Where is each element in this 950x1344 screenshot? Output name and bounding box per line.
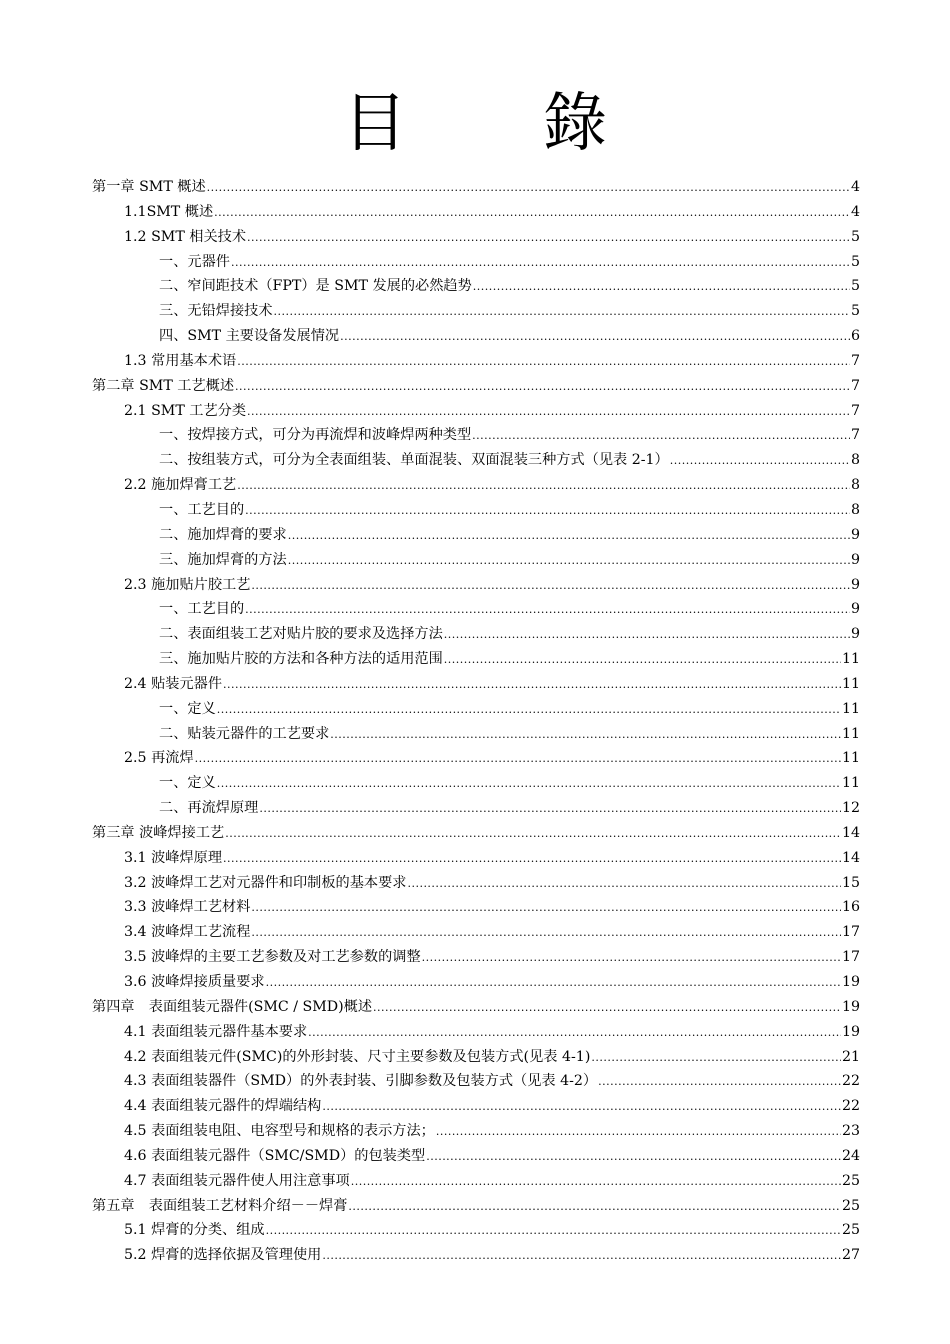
toc-dot-leader <box>322 1243 841 1269</box>
toc-entry-title: 二、再流焊原理 <box>159 800 259 817</box>
toc-entry-title: 4.3 表面组装器件（SMD）的外表封装、引脚参数及包装方式（见表 4-2） <box>124 1073 598 1090</box>
toc-dot-leader <box>259 796 841 822</box>
toc-entry-page-number: 5 <box>850 278 860 295</box>
toc-dot-leader <box>237 349 850 375</box>
toc-entry-page-number: 7 <box>850 352 860 369</box>
toc-entry-title: 二、按组装方式，可分为全表面组装、单面混装、双面混装三种方式（见表 2-1） <box>159 452 669 469</box>
toc-dot-leader <box>214 200 850 226</box>
toc-entry[interactable] <box>92 697 860 722</box>
toc-entry-title: 1.3 常用基本术语 <box>124 352 237 369</box>
toc-entry-title: 2.4 贴装元器件 <box>124 675 223 692</box>
toc-entry[interactable] <box>92 523 860 548</box>
toc-entry-title: 第三章 波峰焊接工艺 <box>92 824 225 841</box>
toc-dot-leader <box>195 746 841 772</box>
toc-dot-leader <box>274 299 850 325</box>
toc-dot-leader <box>247 399 850 425</box>
toc-entry-title: 2.3 施加贴片胶工艺 <box>124 576 251 593</box>
toc-entry-title: 4.2 表面组装元件(SMC)的外形封装、尺寸主要参数及包装方式(见表 4-1) <box>124 1048 591 1065</box>
toc-dot-leader <box>308 1020 841 1046</box>
toc-entry-title: 5.2 焊膏的选择依据及管理使用 <box>124 1247 322 1264</box>
toc-dot-leader <box>225 821 841 847</box>
toc-dot-leader <box>217 697 841 723</box>
toc-entry[interactable] <box>92 746 860 771</box>
toc-entry-page-number: 25 <box>841 1197 860 1214</box>
toc-entry[interactable] <box>92 1169 860 1194</box>
toc-entry-page-number: 25 <box>841 1172 860 1189</box>
toc-entry[interactable] <box>92 1094 860 1119</box>
toc-entry[interactable] <box>92 548 860 573</box>
toc-entry[interactable] <box>92 498 860 523</box>
toc-dot-leader <box>473 274 850 300</box>
toc-entry[interactable] <box>92 1045 860 1070</box>
toc-entry[interactable] <box>92 200 860 225</box>
toc-entry-title: 3.5 波峰焊的主要工艺参数及对工艺参数的调整 <box>124 949 421 966</box>
toc-entry[interactable] <box>92 175 860 200</box>
toc-entry[interactable] <box>92 250 860 275</box>
toc-entry-page-number: 17 <box>841 924 860 941</box>
toc-entry-title: 4.1 表面组装元器件基本要求 <box>124 1023 308 1040</box>
toc-entry-page-number: 24 <box>841 1147 860 1164</box>
toc-entry-page-number: 11 <box>841 651 860 668</box>
toc-entry[interactable] <box>92 597 860 622</box>
table-of-contents <box>92 175 860 1268</box>
toc-entry-page-number: 9 <box>850 551 860 568</box>
toc-dot-leader <box>407 871 840 897</box>
toc-entry[interactable] <box>92 970 860 995</box>
toc-dot-leader <box>251 895 841 921</box>
toc-dot-leader <box>591 1045 841 1071</box>
toc-entry-page-number: 9 <box>850 626 860 643</box>
toc-dot-leader <box>223 846 841 872</box>
toc-entry-page-number: 22 <box>841 1073 860 1090</box>
toc-dot-leader <box>444 622 850 648</box>
toc-entry-title: 5.1 焊膏的分类、组成 <box>124 1222 265 1239</box>
toc-entry-page-number: 19 <box>841 998 860 1015</box>
toc-entry-page-number: 27 <box>841 1247 860 1264</box>
toc-entry-page-number: 17 <box>841 949 860 966</box>
toc-entry-page-number: 8 <box>850 477 860 494</box>
toc-dot-leader <box>322 1094 841 1120</box>
toc-entry-title: 1.1SMT 概述 <box>124 203 214 220</box>
toc-entry[interactable] <box>92 846 860 871</box>
toc-entry[interactable] <box>92 647 860 672</box>
toc-entry[interactable] <box>92 423 860 448</box>
toc-entry-title: 3.3 波峰焊工艺材料 <box>124 899 251 916</box>
toc-entry-title: 2.1 SMT 工艺分类 <box>124 402 247 419</box>
toc-entry-page-number: 15 <box>841 874 860 891</box>
toc-entry-title: 4.5 表面组装电阻、电容型号和规格的表示方法； <box>124 1123 435 1140</box>
toc-entry[interactable] <box>92 821 860 846</box>
toc-entry-title: 一、元器件 <box>159 253 230 270</box>
toc-entry[interactable] <box>92 1144 860 1169</box>
toc-dot-leader <box>330 722 841 748</box>
toc-entry-title: 二、窄间距技术（FPT）是 SMT 发展的必然趋势 <box>159 278 472 295</box>
toc-entry-page-number: 12 <box>841 800 860 817</box>
toc-dot-leader <box>472 423 850 449</box>
toc-dot-leader <box>348 1194 841 1220</box>
toc-dot-leader <box>266 970 841 996</box>
toc-entry-title: 二、表面组装工艺对贴片胶的要求及选择方法 <box>159 626 443 643</box>
toc-entry-page-number: 9 <box>850 601 860 618</box>
toc-entry-page-number: 8 <box>850 501 860 518</box>
toc-entry-title: 一、定义 <box>159 775 216 792</box>
toc-entry[interactable] <box>92 771 860 796</box>
toc-dot-leader <box>207 175 850 201</box>
toc-entry-title: 二、施加焊膏的要求 <box>159 526 287 543</box>
toc-entry[interactable] <box>92 349 860 374</box>
toc-entry[interactable] <box>92 324 860 349</box>
toc-entry-title: 四、SMT 主要设备发展情况 <box>159 328 340 345</box>
toc-entry[interactable] <box>92 722 860 747</box>
toc-entry-title: 二、贴装元器件的工艺要求 <box>159 725 330 742</box>
toc-entry-title: 3.4 波峰焊工艺流程 <box>124 924 251 941</box>
toc-dot-leader <box>598 1069 841 1095</box>
toc-entry-page-number: 4 <box>850 203 860 220</box>
toc-entry[interactable] <box>92 672 860 697</box>
toc-entry-page-number: 5 <box>850 253 860 270</box>
toc-entry-page-number: 5 <box>850 303 860 320</box>
toc-entry-page-number: 14 <box>841 824 860 841</box>
toc-dot-leader <box>266 1218 841 1244</box>
toc-entry-page-number: 7 <box>850 377 860 394</box>
toc-entry[interactable] <box>92 274 860 299</box>
toc-entry-title: 第五章 表面组装工艺材料介绍－－焊膏 <box>92 1197 348 1214</box>
toc-entry-title: 1.2 SMT 相关技术 <box>124 228 247 245</box>
toc-entry[interactable] <box>92 573 860 598</box>
toc-entry-title: 第二章 SMT 工艺概述 <box>92 377 235 394</box>
toc-entry-page-number: 23 <box>841 1123 860 1140</box>
toc-entry[interactable] <box>92 448 860 473</box>
toc-entry-page-number: 6 <box>850 328 860 345</box>
toc-dot-leader <box>444 647 841 673</box>
toc-entry-title: 第一章 SMT 概述 <box>92 179 206 195</box>
toc-entry[interactable] <box>92 1020 860 1045</box>
toc-entry[interactable] <box>92 1218 860 1243</box>
toc-entry-title: 4.7 表面组装元器件使人用注意事项 <box>124 1172 350 1189</box>
toc-entry-page-number: 5 <box>850 228 860 245</box>
toc-entry-page-number: 19 <box>841 974 860 990</box>
toc-entry-page-number: 7 <box>850 402 860 419</box>
toc-dot-leader <box>251 573 850 599</box>
toc-entry-title: 一、工艺目的 <box>159 601 245 618</box>
toc-entry-title: 三、施加焊膏的方法 <box>159 551 287 568</box>
toc-dot-leader <box>373 995 841 1021</box>
toc-dot-leader <box>340 324 850 350</box>
toc-entry-page-number: 7 <box>850 427 860 444</box>
toc-dot-leader <box>436 1119 841 1145</box>
toc-entry-page-number: 11 <box>841 750 860 767</box>
toc-entry-title: 3.2 波峰焊工艺对元器件和印制板的基本要求 <box>124 874 407 891</box>
toc-entry[interactable] <box>92 945 860 970</box>
toc-entry[interactable] <box>92 399 860 424</box>
toc-dot-leader <box>217 771 841 797</box>
toc-entry-page-number: 16 <box>841 899 860 916</box>
toc-entry[interactable] <box>92 871 860 896</box>
toc-entry-title: 4.4 表面组装元器件的焊端结构 <box>124 1098 322 1115</box>
toc-entry-title: 三、施加贴片胶的方法和各种方法的适用范围 <box>159 651 443 668</box>
toc-entry-title: 3.1 波峰焊原理 <box>124 849 223 866</box>
toc-entry[interactable] <box>92 374 860 399</box>
toc-dot-leader <box>422 945 841 971</box>
toc-entry-page-number: 14 <box>841 849 860 866</box>
toc-entry-title: 一、定义 <box>159 700 216 717</box>
toc-dot-leader <box>247 225 850 251</box>
toc-entry[interactable] <box>92 895 860 920</box>
toc-entry-page-number: 11 <box>841 775 860 792</box>
toc-dot-leader <box>223 672 841 698</box>
toc-entry-page-number: 11 <box>841 725 860 742</box>
toc-entry-page-number: 9 <box>850 576 860 593</box>
toc-entry-page-number: 25 <box>841 1222 860 1239</box>
toc-entry[interactable] <box>92 920 860 945</box>
toc-dot-leader <box>245 597 850 623</box>
toc-entry-title: 第四章 表面组装元器件(SMC / SMD)概述 <box>92 998 373 1015</box>
toc-entry-page-number: 21 <box>841 1048 860 1065</box>
toc-entry[interactable] <box>92 622 860 647</box>
toc-entry[interactable] <box>92 299 860 324</box>
toc-entry-title: 3.6 波峰焊接质量要求 <box>124 974 265 990</box>
toc-entry-title: 4.6 表面组装元器件（SMC/SMD）的包装类型 <box>124 1147 426 1164</box>
toc-dot-leader <box>351 1169 841 1195</box>
toc-entry[interactable] <box>92 995 860 1020</box>
toc-entry[interactable] <box>92 1069 860 1094</box>
toc-dot-leader <box>251 920 841 946</box>
toc-entry-page-number: 22 <box>841 1098 860 1115</box>
toc-dot-leader <box>231 250 850 276</box>
toc-dot-leader <box>288 523 850 549</box>
toc-entry[interactable] <box>92 473 860 498</box>
toc-entry-title: 2.2 施加焊膏工艺 <box>124 477 237 494</box>
toc-entry-title: 一、按焊接方式，可分为再流焊和波峰焊两种类型 <box>159 427 472 444</box>
toc-entry[interactable] <box>92 1194 860 1219</box>
toc-dot-leader <box>288 548 850 574</box>
toc-entry-page-number: 9 <box>850 526 860 543</box>
toc-entry-title: 三、无铅焊接技术 <box>159 303 273 320</box>
toc-entry[interactable] <box>92 796 860 821</box>
toc-entry[interactable] <box>92 1119 860 1144</box>
toc-entry-page-number: 8 <box>850 452 860 469</box>
toc-dot-leader <box>426 1144 841 1170</box>
toc-dot-leader <box>235 374 850 400</box>
toc-entry-page-number: 11 <box>841 675 860 692</box>
toc-dot-leader <box>237 473 850 499</box>
toc-entry-page-number: 11 <box>841 700 860 717</box>
toc-entry-title: 2.5 再流焊 <box>124 750 194 767</box>
toc-dot-leader <box>670 448 850 474</box>
toc-entry[interactable] <box>92 225 860 250</box>
toc-entry-page-number: 4 <box>850 179 860 195</box>
toc-entry-title: 一、工艺目的 <box>159 501 245 518</box>
toc-dot-leader <box>245 498 850 524</box>
toc-entry[interactable] <box>92 1243 860 1268</box>
page-title: 目 錄 <box>343 87 643 161</box>
toc-entry-page-number: 19 <box>841 1023 860 1040</box>
